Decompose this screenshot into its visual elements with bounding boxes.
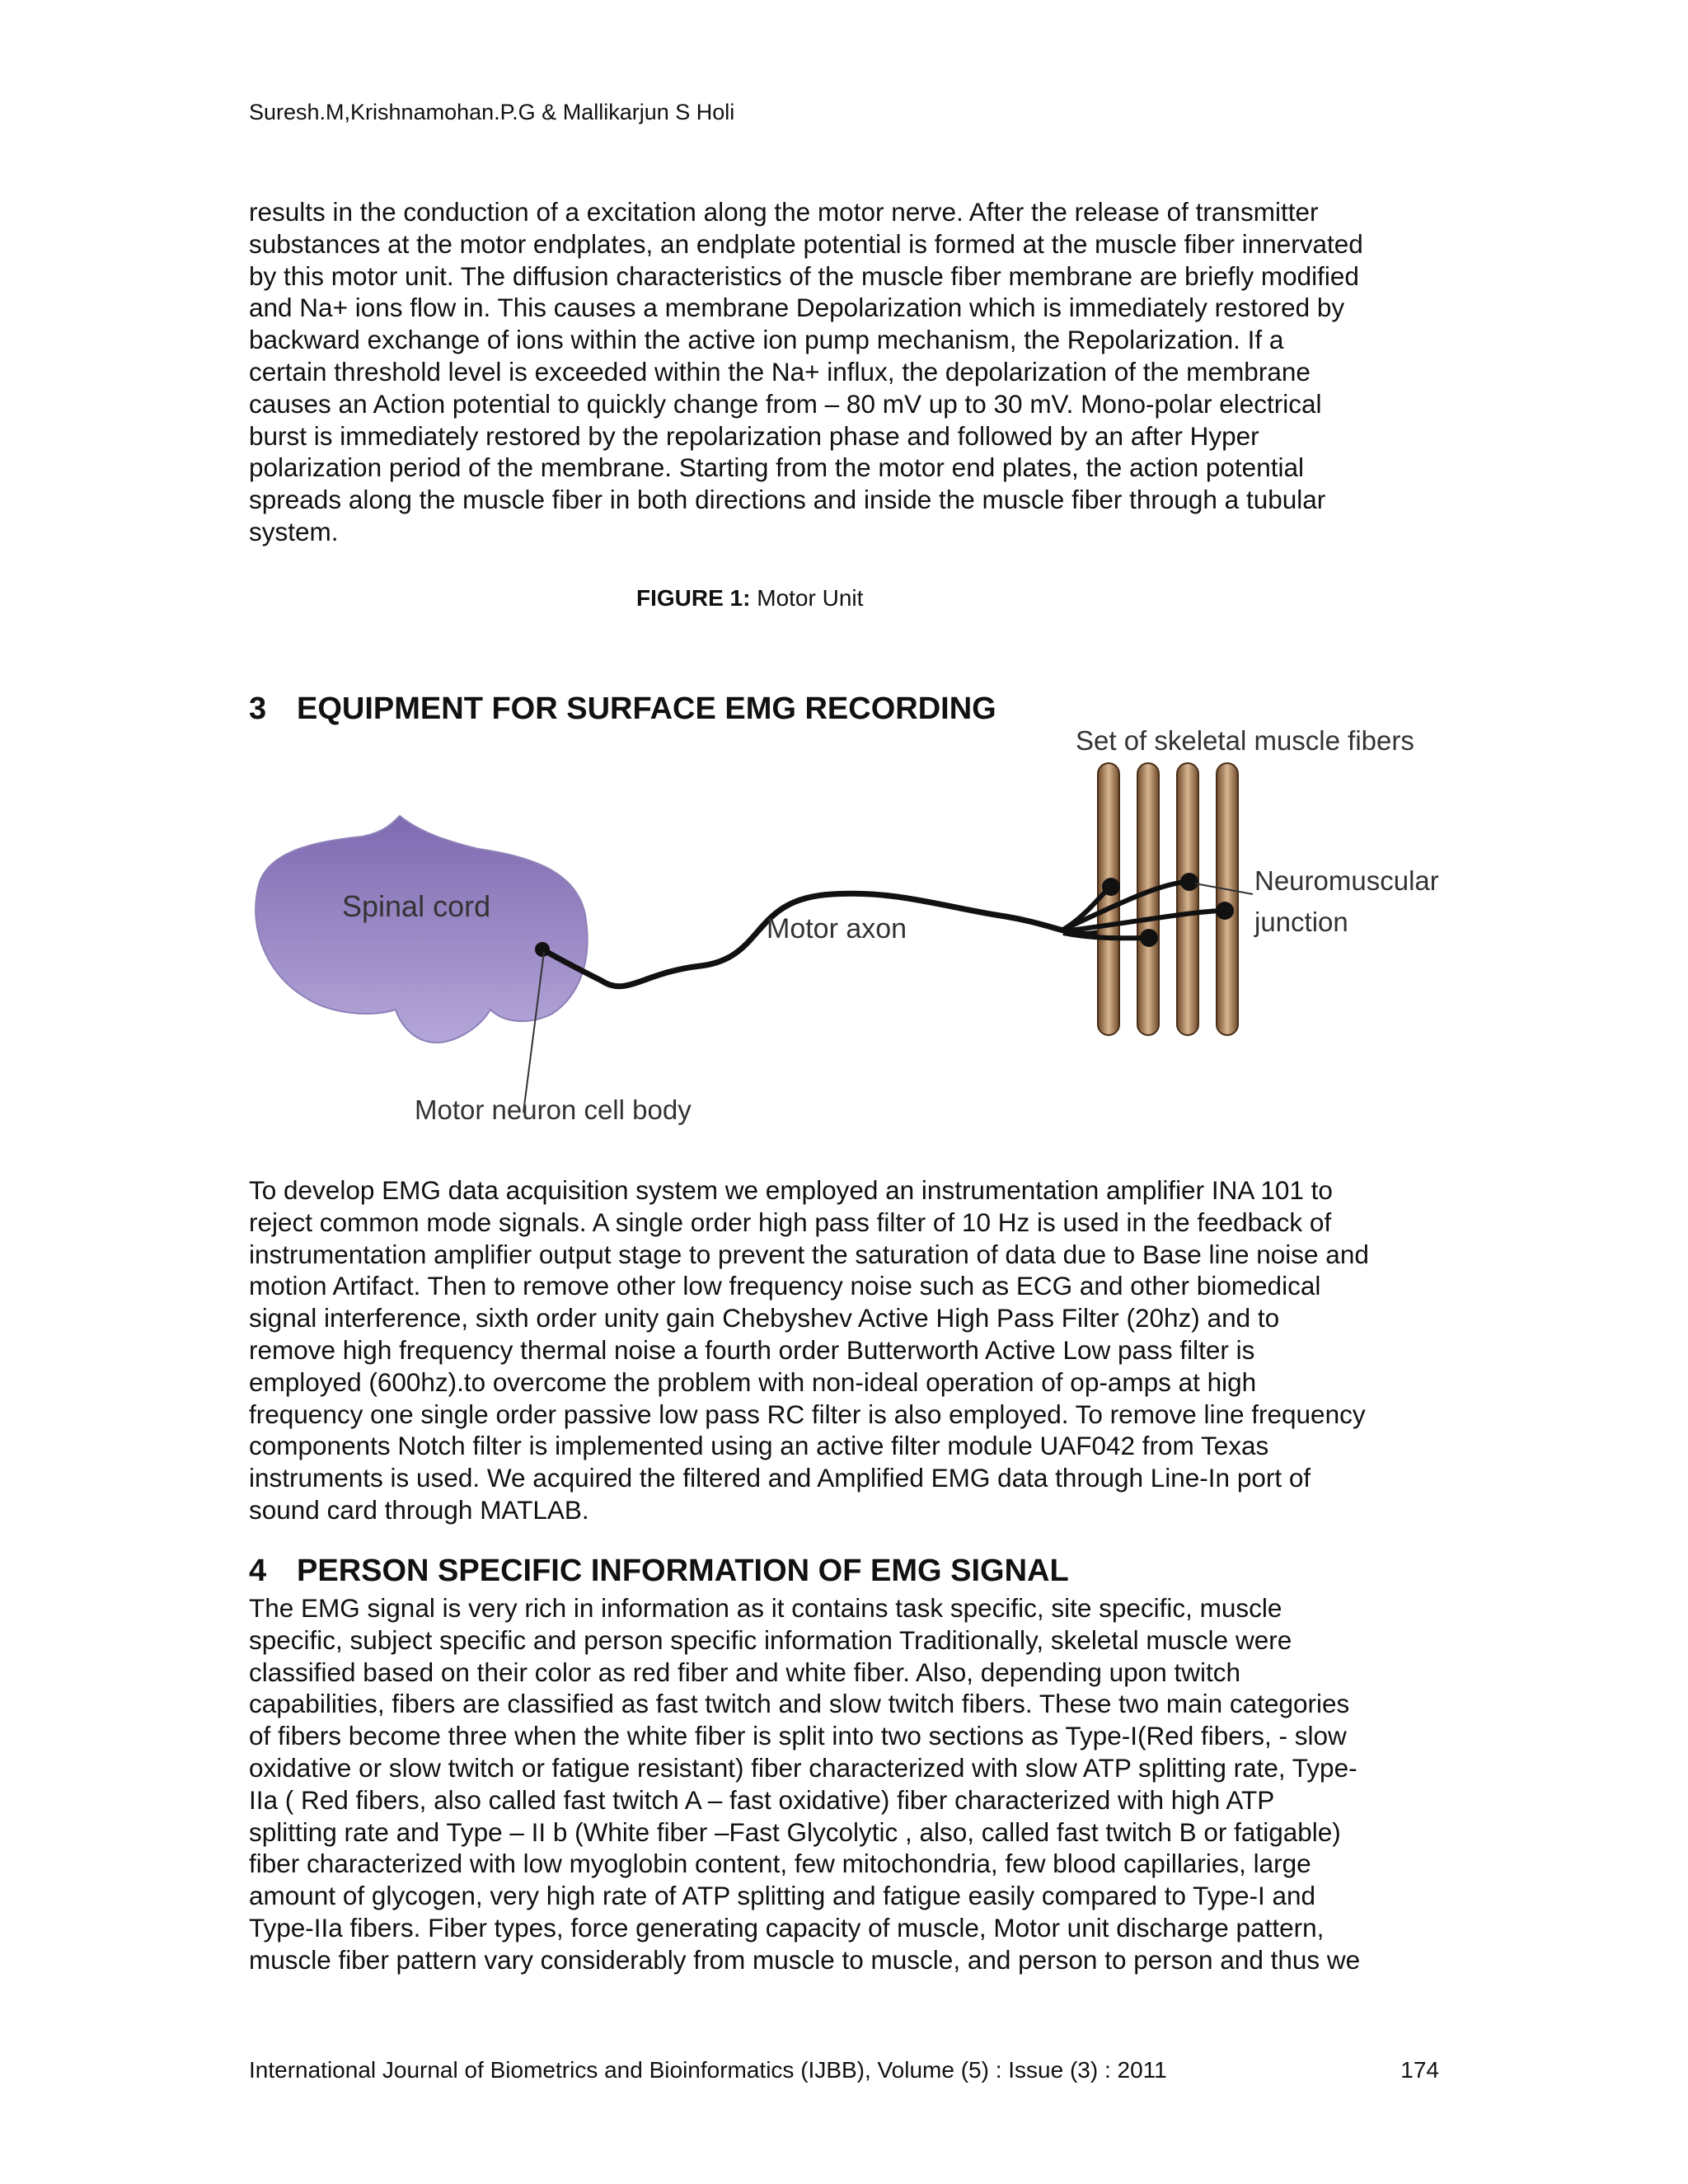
figure-caption-text: Motor Unit (757, 585, 864, 611)
figure-caption (636, 583, 863, 613)
text-line: To develop EMG data acquisition system we employed an instrumentation amplifier INA 101 to (249, 1175, 1333, 1205)
running-header: Suresh.M,Krishnamohan.P.G & Mallikarjun S Holi (249, 100, 735, 124)
section-number: 4 (249, 1554, 267, 1588)
text-line: backward exchange of ions within the active ion pump mechanism, the Repolarization. If a (249, 325, 1284, 355)
neuromuscular-junction-dot (1140, 929, 1158, 947)
figure-label: FIGURE 1: (636, 585, 751, 611)
text-line: spreads along the muscle fiber in both directions and inside the muscle fiber through a tubular (249, 485, 1326, 515)
paragraph-action-potential (249, 196, 1439, 548)
text-line: Type-IIa fibers. Fiber types, force generating capacity of muscle, Motor unit discharge pattern, (249, 1912, 1325, 1943)
text-line: reject common mode signals. A single order high pass filter of 10 Hz is used in the feedback of (249, 1207, 1332, 1237)
neuromuscular-junction-dot (1216, 902, 1234, 920)
text-line: splitting rate and Type – II b (White fiber –Fast Glycolytic , also, called fast twitch B or fatigable) (249, 1816, 1341, 1847)
text-line: of fibers become three when the white fiber is split into two sections as Type-I(Red fibers, - slow (249, 1721, 1347, 1751)
text-line: remove high frequency thermal noise a fourth order Butterworth Active Low pass filter is (249, 1334, 1255, 1365)
motor-neuron-cell-body-dot (535, 942, 550, 957)
motor-unit-figure (239, 725, 1459, 1137)
text-line: sound card through MATLAB. (249, 1494, 589, 1525)
text-line: system. (249, 516, 339, 546)
journal-citation: International Journal of Biometrics and Bioinformatics (IJBB), Volume (5) : Issue (3) : 2011 (249, 2057, 1167, 2083)
text-line: muscle fiber pattern vary considerably from muscle to muscle, and person to person and thus we (249, 1944, 1361, 1975)
text-line: capabilities, fibers are classified as fast twitch and slow twitch fibers. These two main categories (249, 1689, 1350, 1719)
label-motor-axon: Motor axon (767, 913, 907, 944)
text-line: polarization period of the membrane. Starting from the motor end plates, the action potential (249, 452, 1304, 483)
text-line: IIa ( Red fibers, also called fast twitch A – fast oxidative) fiber characterized with high ATP (249, 1784, 1275, 1815)
text-line: instruments is used. We acquired the filtered and Amplified EMG data through Line-In port of (249, 1463, 1311, 1493)
text-line: causes an Action potential to quickly change from – 80 mV up to 30 mV. Mono-polar electrical (249, 388, 1322, 419)
text-line: amount of glycogen, very high rate of ATP splitting and fatigue easily compared to Type-I and (249, 1881, 1316, 1911)
text-line: and Na+ ions flow in. This causes a membrane Depolarization which is immediately restored by (249, 293, 1345, 323)
section-number: 3 (249, 691, 267, 726)
label-junction: junction (1254, 907, 1348, 937)
text-line: classified based on their color as red fiber and white fiber. Also, depending upon twitch (249, 1657, 1240, 1687)
text-line: components Notch filter is implemented using an active filter module UAF042 from Texas (249, 1431, 1269, 1461)
neuromuscular-junction-dot (1180, 873, 1198, 891)
label-muscle-fibers: Set of skeletal muscle fibers (1076, 725, 1414, 756)
muscle-fiber (1177, 763, 1198, 1035)
label-spinal-cord: Spinal cord (342, 889, 491, 923)
muscle-fiber (1137, 763, 1159, 1035)
neuromuscular-junction-dot (1102, 878, 1120, 896)
text-line: motion Artifact. Then to remove other low frequency noise such as ECG and other biomedical (249, 1271, 1321, 1301)
section-heading-4 (249, 1553, 1069, 1589)
paragraph-person-specific (249, 1592, 1439, 1976)
label-neuromuscular: Neuromuscular (1254, 865, 1439, 896)
text-line: signal interference, sixth order unity gain Chebyshev Active High Pass Filter (20hz) and to (249, 1303, 1280, 1333)
muscle-fiber (1217, 763, 1238, 1035)
text-line: frequency one single order passive low pass RC filter is also employed. To remove line frequency (249, 1399, 1366, 1429)
text-line: specific, subject specific and person specific information Traditionally, skeletal muscle were (249, 1624, 1292, 1655)
text-line: certain threshold level is exceeded within the Na+ influx, the depolarization of the membrane (249, 356, 1311, 387)
section-title: PERSON SPECIFIC INFORMATION OF EMG SIGNAL (297, 1554, 1069, 1588)
label-cell-body: Motor neuron cell body (415, 1094, 692, 1125)
text-line: The EMG signal is very rich in information as it contains task specific, site specific, muscle (249, 1593, 1282, 1623)
paragraph-equipment (249, 1174, 1439, 1526)
spinal-cord-shape (256, 816, 587, 1043)
page-footer (249, 2055, 1439, 2085)
text-line: oxidative or slow twitch or fatigue resistant) fiber characterized with slow ATP splitting rate, Type- (249, 1752, 1357, 1783)
section-heading-3 (249, 691, 996, 727)
section-title: EQUIPMENT FOR SURFACE EMG RECORDING (297, 691, 996, 726)
text-line: by this motor unit. The diffusion characteristics of the muscle fiber membrane are briefly modified (249, 260, 1359, 291)
page-number: 174 (1400, 2057, 1439, 2083)
text-line: results in the conduction of a excitation along the motor nerve. After the release of transmitter (249, 197, 1319, 227)
text-line: burst is immediately restored by the repolarization phase and followed by an after Hyper (249, 420, 1259, 451)
text-line: instrumentation amplifier output stage to prevent the saturation of data due to Base line noise and (249, 1239, 1369, 1269)
text-line: fiber characterized with low myoglobin content, few mitochondria, few blood capillaries, large (249, 1849, 1311, 1879)
text-line: substances at the motor endplates, an endplate potential is formed at the muscle fiber innervated (249, 228, 1363, 259)
text-line: employed (600hz).to overcome the problem with non-ideal operation of op-amps at high (249, 1366, 1257, 1397)
